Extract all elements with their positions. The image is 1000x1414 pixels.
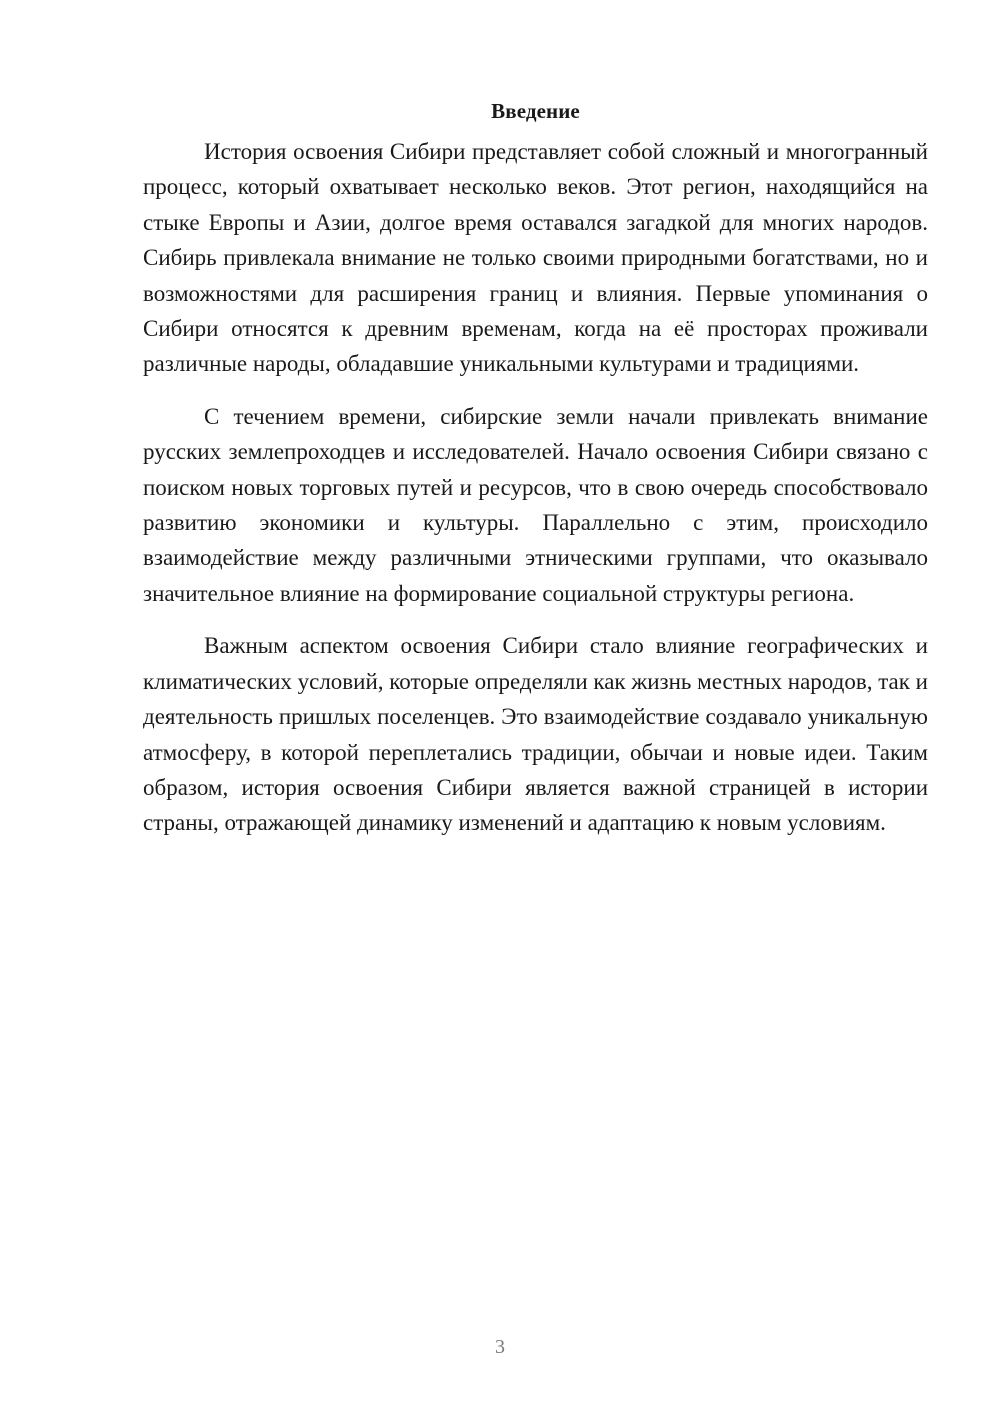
document-body — [143, 98, 928, 858]
paragraph-2: С течением времени, сибирские земли начали привлекать внимание русских землепроходцев и исследователей. Начало освоения Сибири связано с поиском новых торговых путей и ресурсов, что в свою очередь способствовало развитию экономики и культуры. Параллельно с этим, происходило взаимодействие между различными этническими группами, что оказывало значительное влияние на формирование социальной структуры региона. — [143, 403, 928, 606]
section-title: Введение — [491, 99, 580, 123]
paragraph-1: История освоения Сибири представляет собой сложный и многогранный процесс, который охватывает несколько веков. Этот регион, находящийся на стыке Европы и Азии, долгое время оставался загадкой для многих народов. Сибирь привлекала внимание не только своими природными богатствами, но и возможностями для расширения границ и влияния. Первые упоминания о Сибири относятся к древним временам, когда на её просторах проживали различные народы, обладавшие уникальными культурами и традициями. — [143, 139, 928, 377]
paragraph-3: Важным аспектом освоения Сибири стало влияние географических и климатических условий, которые определяли как жизнь местных народов, так и деятельность пришлых поселенцев. Это взаимодействие создавало уникальную атмосферу, в которой переплетались традиции, обычаи и новые идеи. Таким образом, история освоения Сибири является важной страницей в истории страны, отражающей динамику изменений и адаптацию к новым условиям. — [143, 633, 928, 836]
page-number: 3 — [495, 1336, 505, 1358]
